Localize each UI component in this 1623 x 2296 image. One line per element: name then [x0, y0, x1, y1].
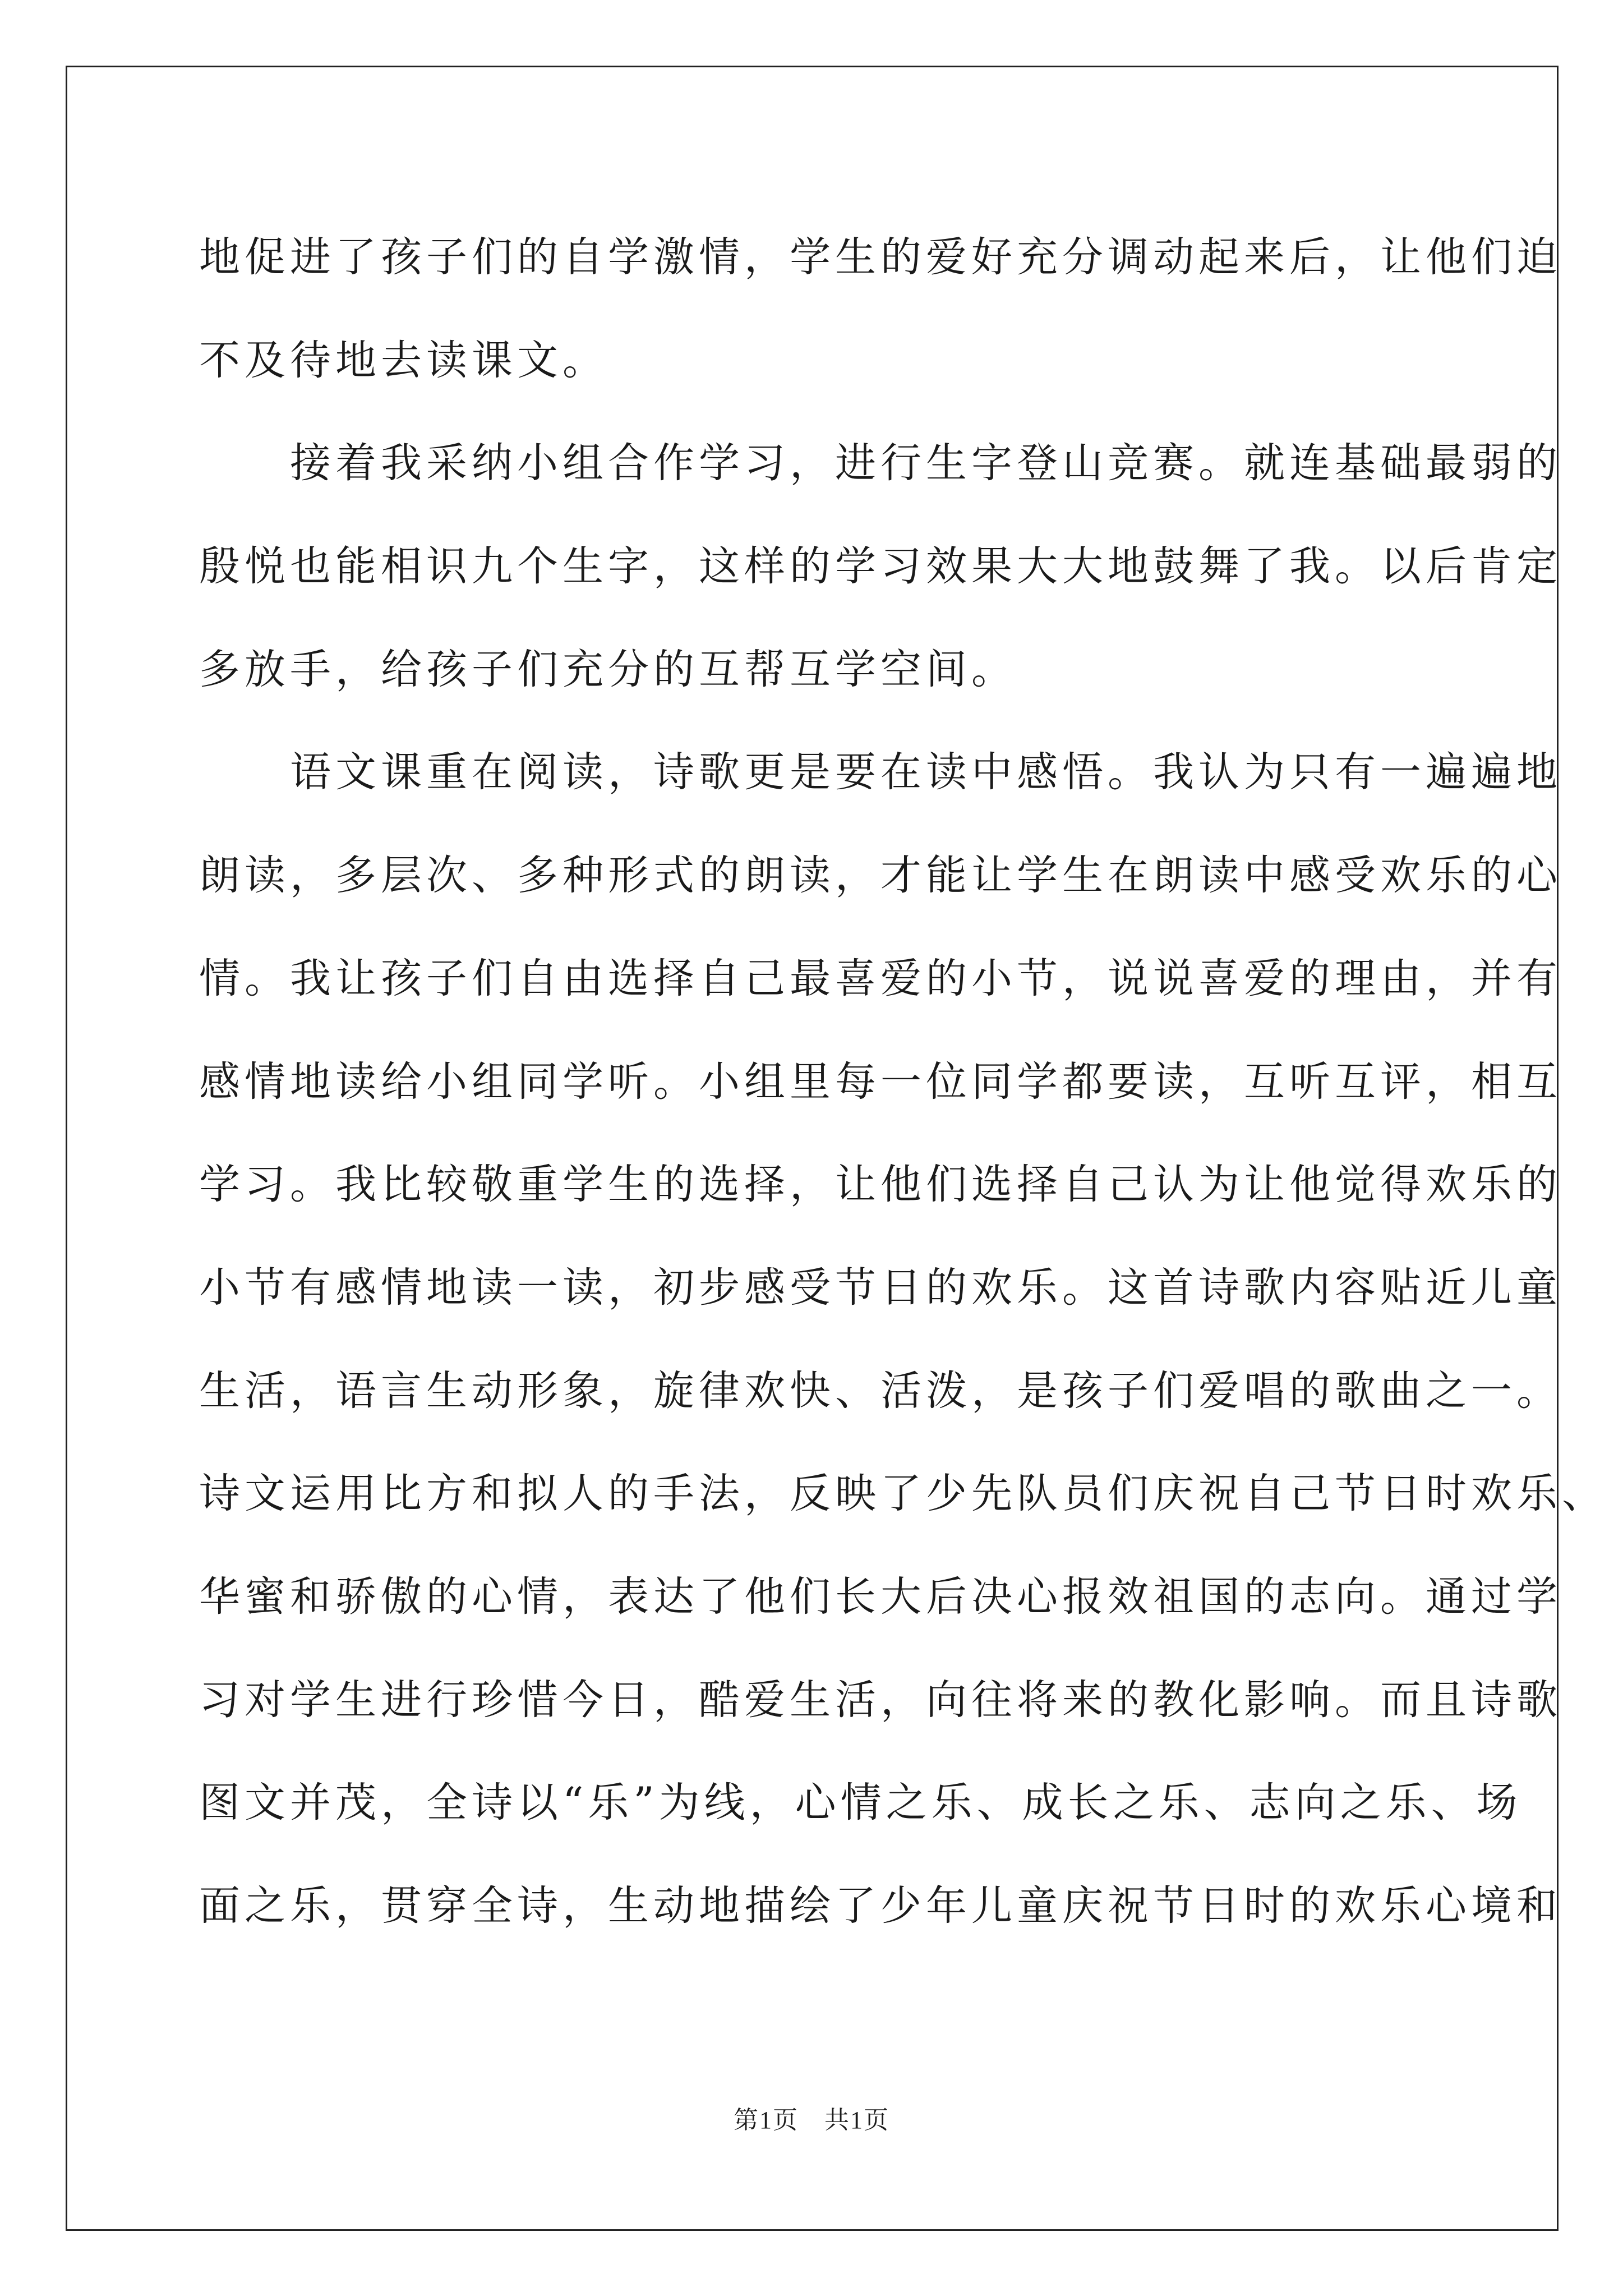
- text-line: 不及待地去读课文。: [199, 336, 608, 384]
- text-line: 接着我采纳小组合作学习，进行生字登山竞赛。就连基础最弱的: [199, 439, 1562, 487]
- text-line: 小节有感情地读一读，初步感受节日的欢乐。这首诗歌内容贴近儿童: [199, 1263, 1562, 1312]
- text-line: 感情地读给小组同学听。小组里每一位同学都要读，互听互评，相互: [199, 1057, 1562, 1106]
- text-line: 面之乐，贯穿全诗，生动地描绘了少年儿童庆祝节日时的欢乐心境和: [199, 1882, 1562, 1930]
- text-line: 学习。我比较敬重学生的选择，让他们选择自己认为让他觉得欢乐的: [199, 1161, 1562, 1209]
- text-line: 习对学生进行珍惜今日，酷爱生活，向往将来的教化影响。而且诗歌: [199, 1676, 1562, 1724]
- document-body: [199, 206, 1607, 1958]
- text-line: 图文并茂，全诗以“乐”为线，心情之乐、成长之乐、志向之乐、场: [199, 1779, 1522, 1827]
- text-line: 地促进了孩子们的自学激情，学生的爱好充分调动起来后，让他们迫: [199, 233, 1562, 281]
- text-line: 殷悦也能相识九个生字，这样的学习效果大大地鼓舞了我。以后肯定: [199, 542, 1562, 591]
- text-line: 朗读，多层次、多种形式的朗读，才能让学生在朗读中感受欢乐的心: [199, 852, 1562, 900]
- text-line: 语文课重在阅读，诗歌更是要在读中感悟。我认为只有一遍遍地: [199, 748, 1562, 797]
- page-number-footer: 第1页 共1页: [734, 2106, 889, 2134]
- text-line: 诗文运用比方和拟人的手法，反映了少先队员们庆祝自己节日时欢乐、: [199, 1470, 1607, 1518]
- text-line: 华蜜和骄傲的心情，表达了他们长大后决心报效祖国的志向。通过学: [199, 1572, 1562, 1621]
- text-line: 生活，语言生动形象，旋律欢快、活泼，是孩子们爱唱的歌曲之一。: [199, 1366, 1562, 1415]
- text-line: 多放手，给孩子们充分的互帮互学空间。: [199, 645, 1017, 693]
- text-line: 情。我让孩子们自由选择自己最喜爱的小节，说说喜爱的理由，并有: [199, 954, 1562, 1002]
